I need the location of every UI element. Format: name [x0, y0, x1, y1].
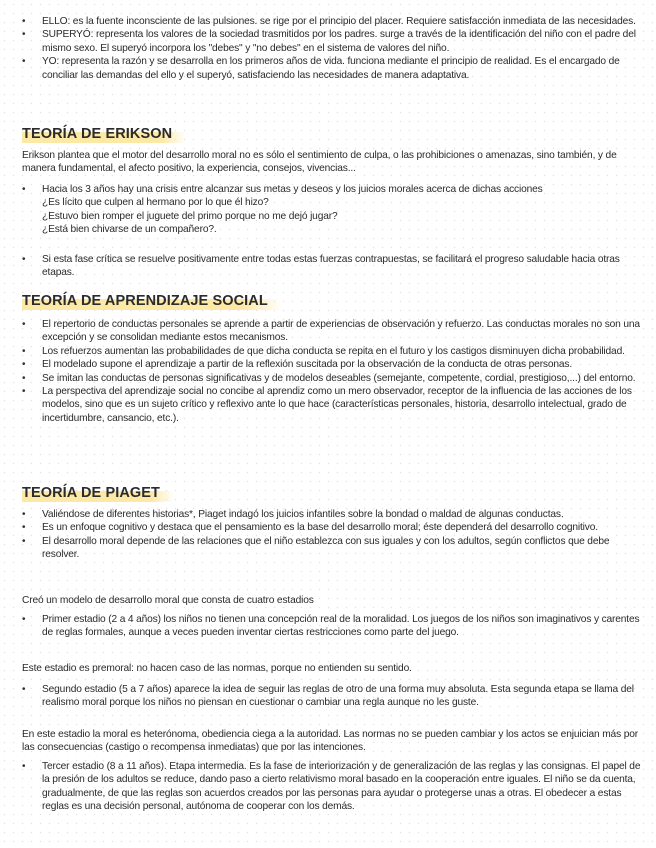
- intro-list: [0, 15, 656, 82]
- stage3-block: [0, 760, 656, 814]
- list-item: • Los refuerzos aumentan las probabilidades de que dicha conducta se repita en el futuro y los castigos disminuyen dicha probabilidad.: [0, 345, 656, 358]
- stage1-block: [0, 613, 656, 640]
- question-line: ¿Está bien chivarse de un compañero?.: [42, 224, 217, 236]
- list-item: • El repertorio de conductas personales se aprende a partir de experiencias de observación y refuerzo. Las conductas morales no son una excepción y se consolidan mediante estos mecanismos.: [0, 318, 656, 345]
- list-item: • ELLO: es la fuente inconsciente de las pulsiones. se rige por el principio del placer. Requiere satisfacción inmediata de las necesidades.: [0, 15, 656, 28]
- list-item: • YO: representa la razón y se desarrolla en los primeros años de vida. funciona mediante el principio de realidad. Es el encargado de conciliar las demandas del ello y el superyó, satisfaciendo las necesidades de manera adaptativa.: [0, 55, 656, 82]
- list-item: • Se imitan las conductas de personas significativas y de modelos deseables (semejante, competente, cordial, prestigioso,...) del entorno.: [0, 372, 656, 385]
- erikson-title: TEORÍA DE ERIKSON: [22, 125, 186, 143]
- question-line: ¿Es lícito que culpen al hermano por lo que él hizo?: [42, 197, 269, 209]
- list-item: • Es un enfoque cognitivo y destaca que el pensamiento es la base del desarrollo moral; éste dependerá del desarrollo cognitivo.: [0, 521, 656, 534]
- stage2-block: [0, 683, 656, 710]
- piaget-line1: Creó un modelo de desarrollo moral que consta de cuatro estadios: [22, 595, 314, 606]
- intro-list-block: [0, 15, 656, 82]
- list-item: • La perspectiva del aprendizaje social no concibe al aprendiz como un mero observador, receptor de la influencia de las acciones de los modelos, sino que es un sujeto crítico y reflexivo ante lo que hace (características personales, historia, desarrollo intelectual, grado de incertidumbre, cansancio, etc.).: [0, 385, 656, 425]
- list-item: • Valiéndose de diferentes historias*, Piaget indagó los juicios infantiles sobre la bondad o maldad de algunas conductas.: [0, 508, 656, 521]
- list-item: • El desarrollo moral depende de las relaciones que el niño establezca con sus iguales y con los adultos, según conflictos que debe resolver.: [0, 535, 656, 562]
- list-item: • SUPERYÓ: representa los valores de la sociedad trasmitidos por los padres. surge a través de la identificación del niño con el padre del mismo sexo. El superyó incorpora los "debes" y "no debes" en el sistema de valores del niño.: [0, 28, 656, 55]
- aprendizaje-list: [0, 318, 656, 425]
- erikson-bullet2-block: [0, 253, 656, 280]
- list-item: • Hacia los 3 años hay una crisis entre alcanzar sus metas y deseos y los juicios morales acerca de dichas acciones: [0, 183, 656, 196]
- list-item: • Si esta fase crítica se resuelve positivamente entre todas estas fuerzas contrapuestas, se facilitará el progreso saludable hacia otras etapas.: [0, 253, 656, 280]
- aprendizaje-title: TEORÍA DE APRENDIZAJE SOCIAL: [22, 292, 282, 310]
- list-item: • Tercer estadio (8 a 11 años). Etapa intermedia. Es la fase de interiorización y de generalización de las reglas y las consignas. El papel de la presión de los adultos se reduce, dando paso a cierto relativismo moral basado en la cooperación entre iguales. El niño se da cuenta, gradualmente, de que las reglas son acuerdos creados por las personas para ayudar o protegerse unas a otras. El obedecer a estas reglas es una decisión personal, autónoma de cooperar con los demás.: [0, 760, 656, 814]
- list-item: • Primer estadio (2 a 4 años) los niños no tienen una concepción real de la moralidad. Los juegos de los niños son imaginativos y carentes de reglas formales, aunque a veces pueden inventar ciertas restricciones como parte del juego.: [0, 613, 656, 640]
- list-item: • El modelado supone el aprendizaje a partir de la reflexión suscitada por la observación de la conducta de otras personas.: [0, 358, 656, 371]
- piaget-list: [0, 508, 656, 562]
- erikson-bullet-block: [0, 183, 656, 237]
- piaget-list-block: [0, 508, 656, 562]
- erikson-paragraph: Erikson plantea que el motor del desarrollo moral no es sólo el sentimiento de culpa, o las prohibiciones o amenazas, sino también, y de manera fundamental, el afecto positivo, la experiencia, consejos, vivencias...: [22, 150, 617, 175]
- piaget-title: TEORÍA DE PIAGET: [22, 484, 174, 502]
- piaget-line3: En este estadio la moral es heterónoma, obediencia ciega a la autoridad. Las normas no se pueden cambiar y los actos se enjuician más por las consecuencias (castigo o recompensa inmediatas) que por las intenciones.: [22, 729, 638, 754]
- erikson-questions: [0, 196, 656, 236]
- question-line: ¿Estuvo bien romper el juguete del primo porque no me dejó jugar?: [42, 210, 338, 222]
- piaget-line2: Este estadio es premoral: no hacen caso de las normas, porque no entienden su sentido.: [22, 663, 412, 674]
- list-item: • Segundo estadio (5 a 7 años) aparece la idea de seguir las reglas de otro de una forma muy absoluta. Esta segunda etapa se llama del realismo moral porque los niños no piensan en cuestionar o cambiar una regla aunque no les guste.: [0, 683, 656, 710]
- aprendizaje-list-block: [0, 318, 656, 425]
